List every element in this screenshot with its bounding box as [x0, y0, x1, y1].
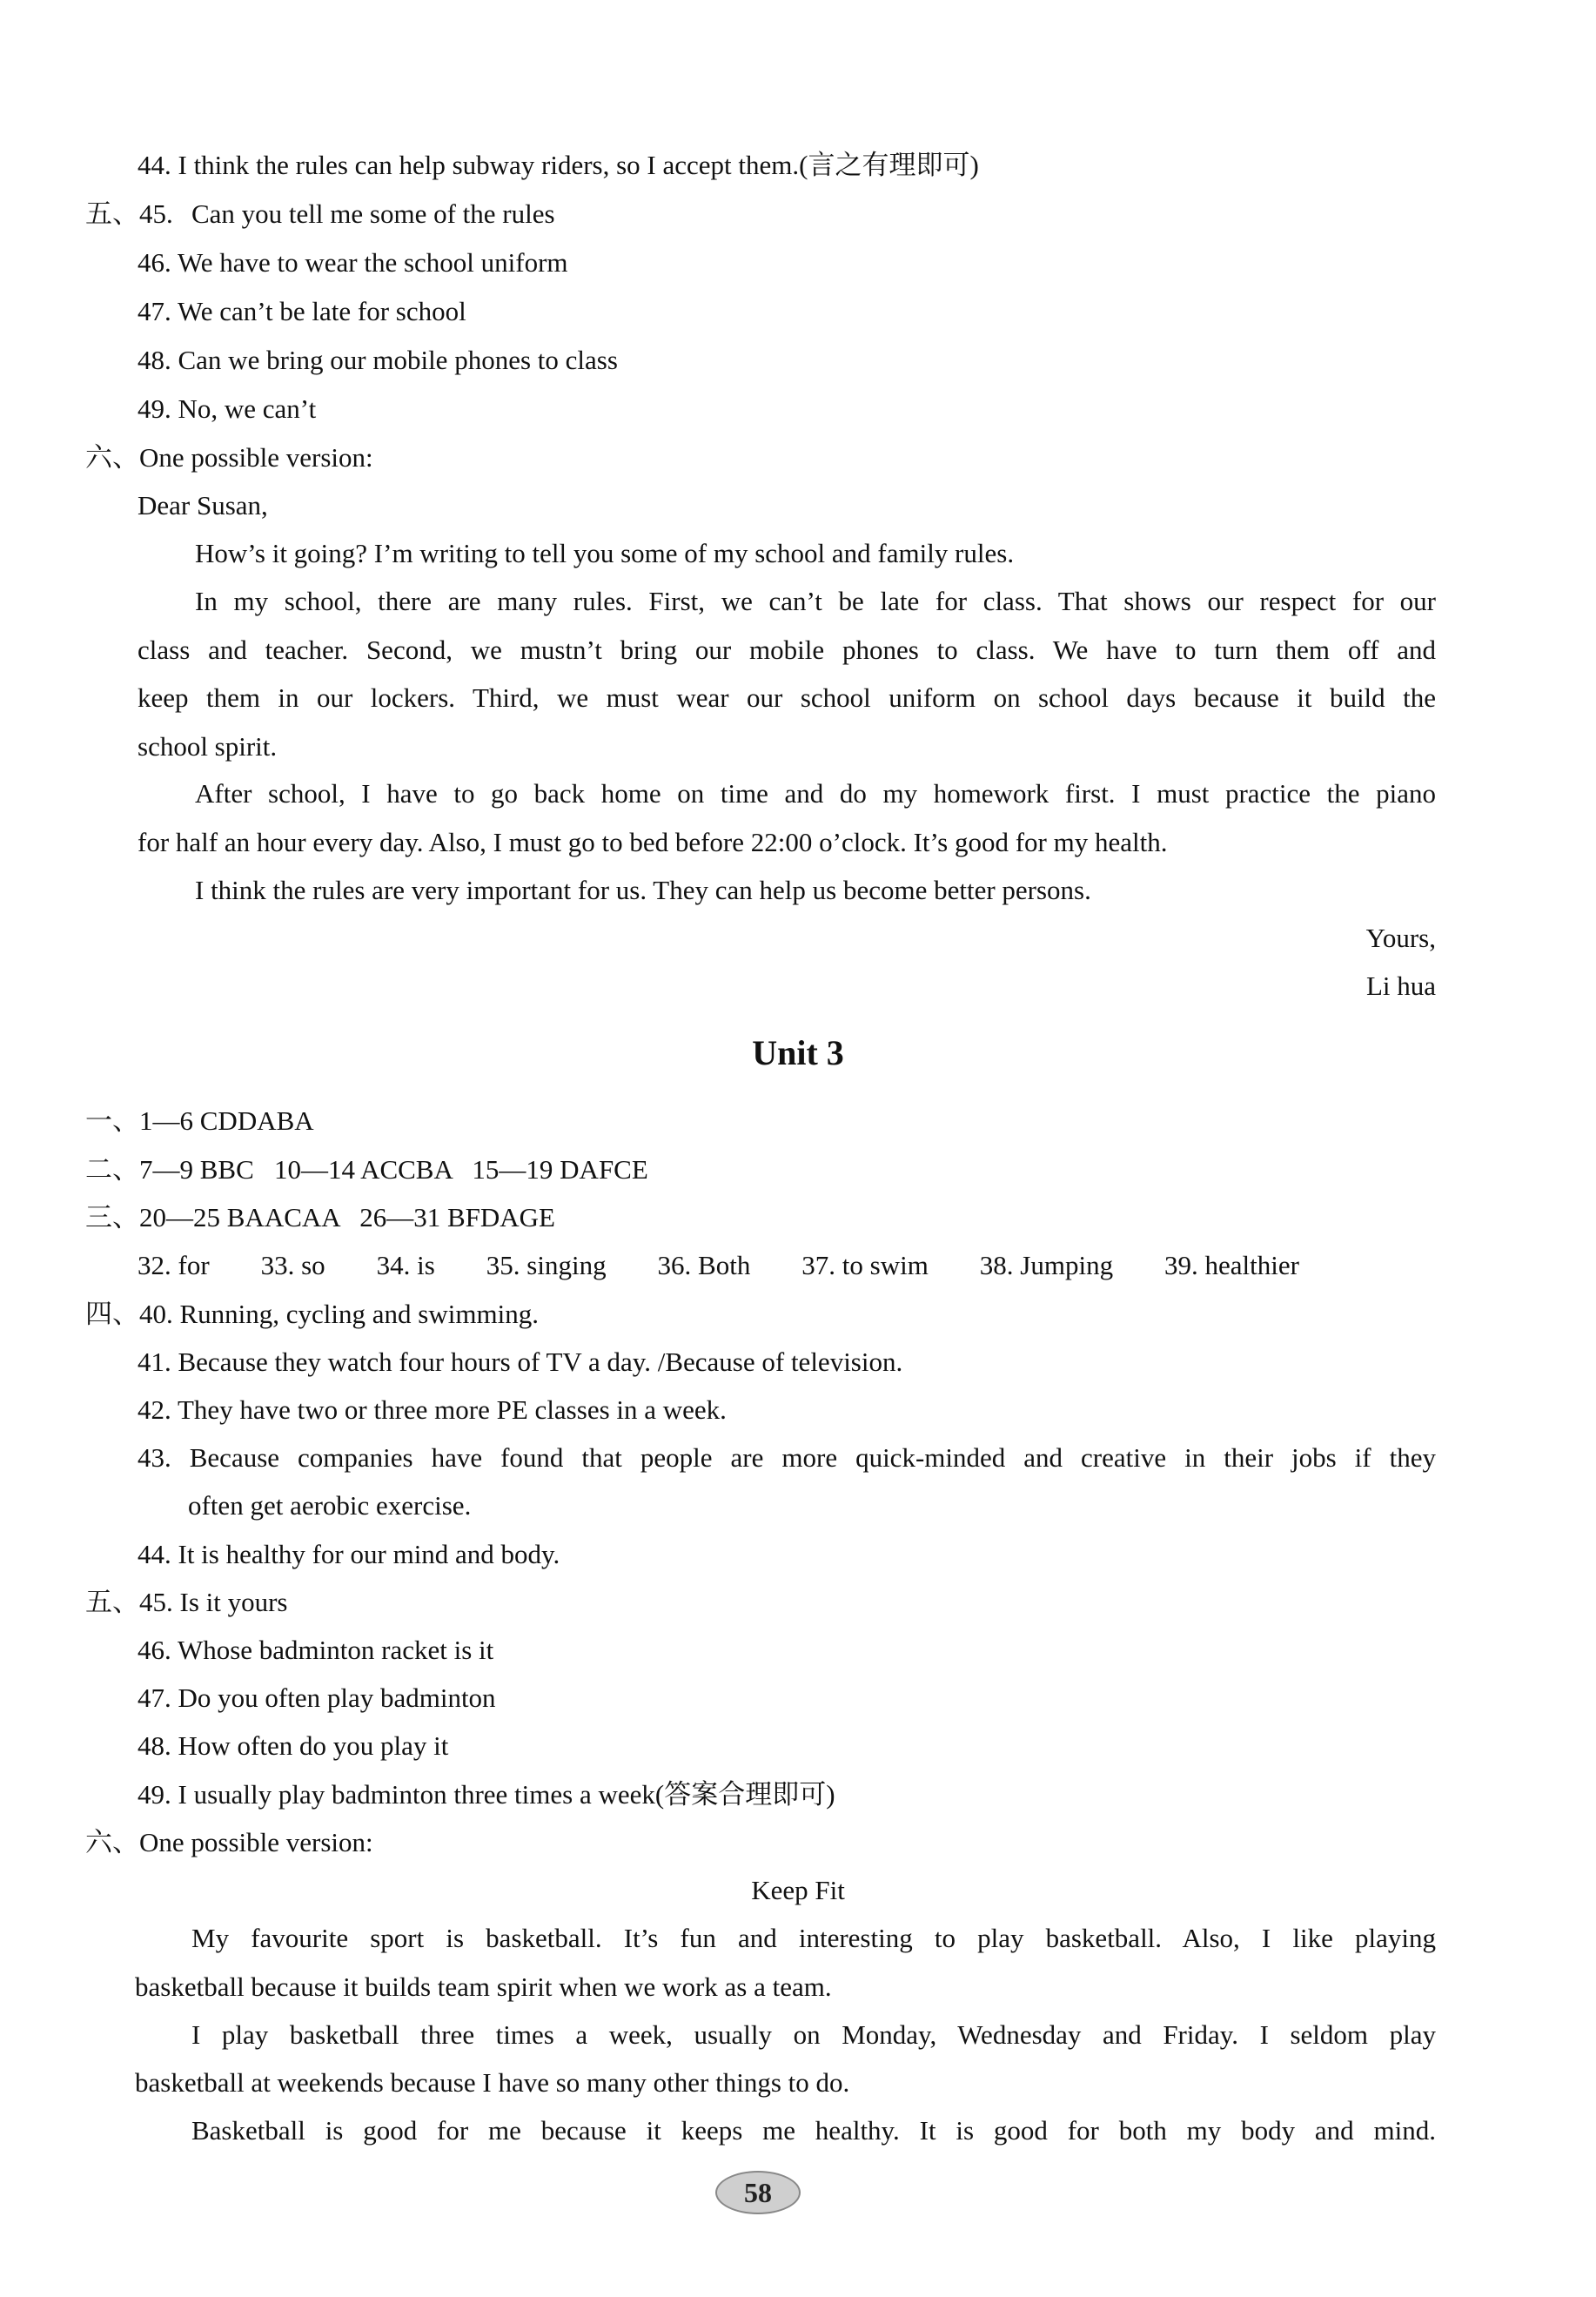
letter-paragraph-1: How’s it going? I’m writing to tell you some of my school and family rules.: [195, 538, 1015, 568]
section-6-heading: 六、One possible version:: [85, 442, 373, 473]
page-number-badge: 58: [715, 2171, 801, 2214]
blank-answer: 36. Both: [657, 1250, 751, 1280]
answer-47: 47. We can’t be late for school: [137, 296, 466, 326]
blank-answer: 38. Jumping: [979, 1250, 1114, 1280]
essay-paragraph-1-line-2: basketball because it builds team spirit when we work as a team.: [135, 1971, 832, 2002]
letter-signature: Li hua: [1365, 971, 1436, 1001]
letter-paragraph-4: I think the rules are very important for us. They can help us become better persons.: [195, 875, 1091, 905]
section-1-answers: 一、1—6 CDDABA: [85, 1105, 314, 1136]
answer-44: 44. I think the rules can help subway riders, so I accept them.(言之有理即可): [137, 150, 979, 180]
essay-paragraph-3: Basketball is good for me because it keeps me healthy. It is good for both my body and mind.: [191, 2115, 1436, 2146]
answer-49: 49. I usually play badminton three times a week(答案合理即可): [137, 1779, 835, 1810]
section-2-answers: 二、7—9 BBC 10—14 ACCBA 15—19 DAFCE: [85, 1154, 648, 1185]
answer-42: 42. They have two or three more PE classes in a week.: [137, 1394, 727, 1425]
unit-title: Unit 3: [752, 1033, 844, 1072]
blank-answer: 35. singing: [486, 1250, 607, 1280]
blank-answers-row: [137, 1252, 1299, 1279]
answer-49: 49. No, we can’t: [137, 393, 317, 424]
essay-title: Keep Fit: [751, 1875, 845, 1905]
blank-answer: 37. to swim: [801, 1250, 929, 1280]
answer-44: 44. It is healthy for our mind and body.: [137, 1539, 560, 1569]
blank-answer: 39. healthier: [1164, 1250, 1299, 1280]
letter-paragraph-2-line-3: keep them in our lockers. Third, we must wear our school uniform on school days because it build the: [137, 682, 1436, 713]
section-4-answer-40: 四、40. Running, cycling and swimming.: [85, 1299, 539, 1329]
answer-41: 41. Because they watch four hours of TV a day. /Because of television.: [137, 1347, 903, 1377]
essay-paragraph-1-line-1: My favourite sport is basketball. It’s fun and interesting to play basketball. Also, I like playing: [191, 1923, 1436, 1953]
answer-45: Can you tell me some of the rules: [191, 198, 555, 229]
answer-46: 46. Whose badminton racket is it: [137, 1635, 494, 1665]
essay-paragraph-2-line-1: I play basketball three times a week, usually on Monday, Wednesday and Friday. I seldom play: [191, 2019, 1436, 2050]
letter-paragraph-3-line-2: for half an hour every day. Also, I must go to bed before 22:00 o’clock. It’s good for my health.: [137, 827, 1168, 857]
blank-answer: 34. is: [376, 1250, 435, 1280]
letter-paragraph-2-line-2: class and teacher. Second, we mustn’t bring our mobile phones to class. We have to turn them off and: [137, 635, 1436, 665]
section-5-answer-45: 五、45. Is it yours: [85, 1587, 288, 1617]
answer-43-line-1: 43. Because companies have found that people are more quick-minded and creative in their jobs if they: [137, 1442, 1436, 1473]
section-5-label: 五、45.: [85, 198, 173, 229]
blank-answer: 32. for: [137, 1250, 210, 1280]
letter-paragraph-3-line-1: After school, I have to go back home on time and do my homework first. I must practice the piano: [195, 778, 1436, 809]
section-3-answers: 三、20—25 BAACAA 26—31 BFDAGE: [85, 1202, 555, 1232]
letter-closing: Yours,: [1365, 923, 1436, 953]
letter-salutation: Dear Susan,: [137, 490, 268, 521]
answer-43-line-2: often get aerobic exercise.: [188, 1490, 472, 1521]
answer-48: 48. Can we bring our mobile phones to class: [137, 345, 618, 375]
answer-46: 46. We have to wear the school uniform: [137, 247, 568, 278]
letter-paragraph-2-line-1: In my school, there are many rules. First, we can’t be late for class. That shows our respect for our: [195, 586, 1436, 616]
letter-paragraph-2-line-4: school spirit.: [137, 731, 278, 762]
essay-paragraph-2-line-2: basketball at weekends because I have so many other things to do.: [135, 2067, 850, 2098]
answer-47: 47. Do you often play badminton: [137, 1682, 496, 1713]
blank-answer: 33. so: [260, 1250, 325, 1280]
answer-48: 48. How often do you play it: [137, 1730, 449, 1761]
section-6-heading: 六、One possible version:: [85, 1827, 373, 1857]
